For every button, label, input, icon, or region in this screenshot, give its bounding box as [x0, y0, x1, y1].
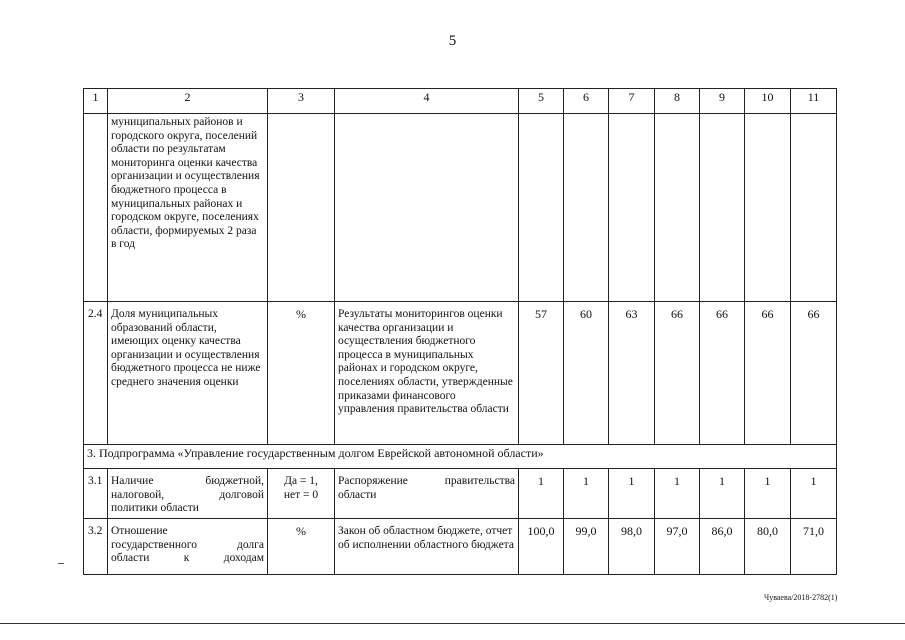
- header-cell: 2: [108, 89, 268, 114]
- value-cell: 1: [745, 469, 791, 519]
- value-cell: 100,0: [519, 519, 564, 575]
- table-row: [84, 519, 837, 575]
- value-cell: 99,0: [564, 519, 609, 575]
- indicator-cell: Доля муниципальных образований области, имеющих оценку качества организации и осуществления бюджетного процесса не ниже среднего значения оценки: [108, 302, 268, 445]
- indicator-cell: [108, 519, 268, 575]
- unit-cell: [268, 114, 335, 302]
- unit-cell: %: [268, 519, 335, 575]
- value-cell: 1: [655, 469, 700, 519]
- header-cell: 7: [609, 89, 655, 114]
- source-line: Распоряжение правительства: [338, 475, 515, 487]
- value-cell: 1: [700, 469, 745, 519]
- header-cell: 11: [791, 89, 837, 114]
- document-code: Чуваева/2018-2782(1): [764, 593, 838, 602]
- value-cell: 97,0: [655, 519, 700, 575]
- row-number: 3.2: [84, 519, 108, 575]
- value-cell: [791, 114, 837, 302]
- margin-mark: [58, 563, 64, 564]
- page-edge-line: [0, 623, 905, 624]
- table-row: [84, 114, 837, 302]
- header-cell: 3: [268, 89, 335, 114]
- indicator-line: налоговой, долговой: [111, 488, 264, 501]
- value-cell: 57: [519, 302, 564, 445]
- header-row: [84, 89, 837, 114]
- value-cell: 66: [745, 302, 791, 445]
- source-cell: [335, 469, 519, 519]
- header-cell: 8: [655, 89, 700, 114]
- unit-line: Да = 1,: [284, 475, 318, 487]
- value-cell: 60: [564, 302, 609, 445]
- section-row: [84, 445, 837, 469]
- value-cell: 1: [564, 469, 609, 519]
- source-line: области: [338, 488, 377, 501]
- indicators-table: [83, 88, 837, 575]
- page-number: 5: [448, 33, 457, 49]
- value-cell: [655, 114, 700, 302]
- table-row: [84, 469, 837, 519]
- value-cell: 71,0: [791, 519, 837, 575]
- value-cell: 66: [791, 302, 837, 445]
- header-cell: 4: [335, 89, 519, 114]
- row-number: 3.1: [84, 469, 108, 519]
- indicator-line: области к доходам: [111, 552, 264, 565]
- unit-cell: [268, 469, 335, 519]
- section-title: 3. Подпрограмма «Управление государственным долгом Еврейской автономной области»: [84, 445, 837, 469]
- value-cell: [745, 114, 791, 302]
- indicator-line: Наличие бюджетной,: [111, 475, 264, 487]
- unit-cell: %: [268, 302, 335, 445]
- row-number: 2.4: [84, 302, 108, 445]
- value-cell: 1: [609, 469, 655, 519]
- value-cell: 63: [609, 302, 655, 445]
- value-cell: 66: [655, 302, 700, 445]
- indicator-line: Отношение: [111, 525, 168, 537]
- num-cell: [84, 114, 108, 302]
- header-cell: 9: [700, 89, 745, 114]
- value-cell: 1: [519, 469, 564, 519]
- header-cell: 1: [84, 89, 108, 114]
- value-cell: [609, 114, 655, 302]
- header-cell: 10: [745, 89, 791, 114]
- indicator-line: политики области: [111, 502, 199, 515]
- indicator-cell: [108, 469, 268, 519]
- indicator-cell: муниципальных районов и городского округа, поселений области по результатам мониторинга оценки качества организации и осуществления бюджетного процесса в муниципальных районах и городском округе, поселениях области, формируемых 2 раза в год: [108, 114, 268, 302]
- source-cell: [335, 114, 519, 302]
- value-cell: 66: [700, 302, 745, 445]
- indicator-line: государственного долга: [111, 538, 264, 551]
- table-row: [84, 302, 837, 445]
- value-cell: [519, 114, 564, 302]
- value-cell: 98,0: [609, 519, 655, 575]
- value-cell: [564, 114, 609, 302]
- value-cell: 1: [791, 469, 837, 519]
- value-cell: 80,0: [745, 519, 791, 575]
- header-cell: 5: [519, 89, 564, 114]
- source-cell: Результаты мониторингов оценки качества организации и осуществления бюджетного процесса в муниципальных районах и городском округе, поселениях области, утвержденные приказами финансового управления правительства области: [335, 302, 519, 445]
- value-cell: [700, 114, 745, 302]
- value-cell: 86,0: [700, 519, 745, 575]
- header-cell: 6: [564, 89, 609, 114]
- unit-line: нет = 0: [283, 488, 319, 501]
- source-cell: Закон об областном бюджете, отчет об исполнении областного бюджета: [335, 519, 519, 575]
